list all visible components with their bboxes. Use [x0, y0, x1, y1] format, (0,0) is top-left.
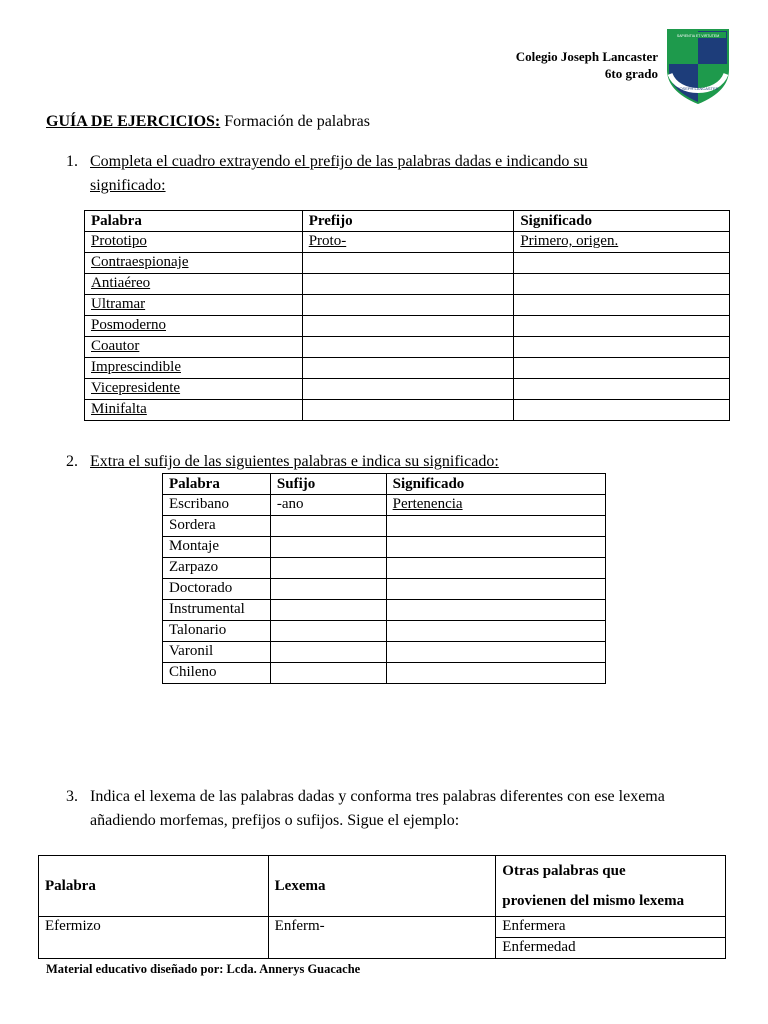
word-cell: Doctorado — [163, 579, 271, 600]
word-cell: Escribano — [163, 495, 271, 516]
prefix-cell — [302, 400, 514, 421]
meaning-cell — [514, 295, 730, 316]
word-cell: Varonil — [163, 642, 271, 663]
prefix-cell — [302, 316, 514, 337]
title-rest: Formación de palabras — [220, 113, 370, 130]
table-row — [85, 232, 730, 253]
table-row — [163, 621, 606, 642]
table-row — [85, 337, 730, 358]
question-1-number: 1. — [66, 153, 78, 170]
table-row — [163, 558, 606, 579]
title-bold: GUÍA DE EJERCICIOS: — [46, 113, 221, 130]
related-word-cell: Enfermera — [496, 917, 726, 938]
school-header — [516, 48, 658, 82]
column-header: Prefijo — [302, 211, 514, 232]
column-header: Significado — [514, 211, 730, 232]
meaning-cell — [386, 621, 605, 642]
column-header: Palabra — [163, 474, 271, 495]
table-row — [85, 253, 730, 274]
suffix-cell — [270, 600, 386, 621]
word-cell: Imprescindible — [85, 358, 303, 379]
word-cell: Efermizo — [39, 917, 269, 959]
suffix-cell — [270, 642, 386, 663]
prefix-cell — [302, 253, 514, 274]
question-3-line1: Indica el lexema de las palabras dadas y conforma tres palabras diferentes con ese lexema — [90, 788, 665, 805]
table-row — [163, 516, 606, 537]
word-cell: Contraespionaje — [85, 253, 303, 274]
question-1 — [66, 150, 706, 200]
svg-text:JOSEPH LANCASTER: JOSEPH LANCASTER — [677, 86, 719, 91]
prefix-table — [84, 210, 730, 421]
column-header: Lexema — [268, 856, 496, 917]
meaning-cell: Primero, origen. — [514, 232, 730, 253]
meaning-cell — [386, 516, 605, 537]
footer-credit: Material educativo diseñado por: Lcda. Annerys Guacache — [46, 962, 361, 976]
meaning-cell — [514, 274, 730, 295]
word-cell: Talonario — [163, 621, 271, 642]
prefix-cell — [302, 379, 514, 400]
table-row — [163, 495, 606, 516]
meaning-cell — [386, 579, 605, 600]
column-header-others — [496, 856, 726, 917]
column-header: Palabra — [85, 211, 303, 232]
table-row — [85, 295, 730, 316]
meaning-cell — [514, 337, 730, 358]
word-cell: Minifalta — [85, 400, 303, 421]
table-header-row — [163, 474, 606, 495]
meaning-cell — [386, 642, 605, 663]
table-row — [39, 917, 726, 938]
grade-label: 6to grado — [604, 66, 658, 81]
meaning-cell: Pertenencia — [386, 495, 605, 516]
suffix-table — [162, 473, 606, 684]
suffix-cell — [270, 663, 386, 684]
meaning-cell — [514, 358, 730, 379]
suffix-cell — [270, 537, 386, 558]
word-cell: Vicepresidente — [85, 379, 303, 400]
question-3-number: 3. — [66, 788, 78, 805]
word-cell: Instrumental — [163, 600, 271, 621]
school-name: Colegio Joseph Lancaster — [515, 49, 658, 64]
meaning-cell — [514, 400, 730, 421]
word-cell: Montaje — [163, 537, 271, 558]
suffix-cell — [270, 579, 386, 600]
question-2-number: 2. — [66, 453, 78, 470]
question-3 — [66, 785, 746, 835]
word-cell: Posmoderno — [85, 316, 303, 337]
svg-text:SAPIENTIA ET VIRTUTEM: SAPIENTIA ET VIRTUTEM — [676, 34, 720, 38]
column-header: Significado — [386, 474, 605, 495]
table-header-row — [39, 856, 726, 917]
prefix-cell — [302, 358, 514, 379]
page-title — [46, 113, 370, 131]
word-cell: Ultramar — [85, 295, 303, 316]
column-header-line2: provienen del mismo lexema — [502, 893, 685, 909]
table-header-row — [85, 211, 730, 232]
suffix-cell: -ano — [270, 495, 386, 516]
table-row — [85, 400, 730, 421]
column-header: Palabra — [39, 856, 269, 917]
prefix-cell — [302, 295, 514, 316]
question-1-line2: significado: — [90, 177, 166, 194]
word-cell: Zarpazo — [163, 558, 271, 579]
meaning-cell — [386, 663, 605, 684]
meaning-cell — [514, 316, 730, 337]
prefix-cell — [302, 337, 514, 358]
prefix-cell: Proto- — [302, 232, 514, 253]
column-header: Sufijo — [270, 474, 386, 495]
related-word-cell: Enfermedad — [496, 938, 726, 959]
meaning-cell — [386, 537, 605, 558]
meaning-cell — [386, 600, 605, 621]
school-crest-logo — [666, 28, 730, 104]
word-cell: Chileno — [163, 663, 271, 684]
meaning-cell — [386, 558, 605, 579]
suffix-cell — [270, 516, 386, 537]
table-row — [85, 274, 730, 295]
meaning-cell — [514, 253, 730, 274]
lexeme-cell: Enferm- — [268, 917, 496, 959]
question-3-line2: añadiendo morfemas, prefijos o sufijos. Sigue el ejemplo: — [90, 812, 460, 829]
table-row — [163, 663, 606, 684]
lexeme-table — [38, 855, 726, 959]
prefix-cell — [302, 274, 514, 295]
suffix-cell — [270, 621, 386, 642]
word-cell: Prototipo — [85, 232, 303, 253]
column-header-line1: Otras palabras que — [502, 863, 626, 879]
table-row — [163, 600, 606, 621]
table-row — [163, 537, 606, 558]
question-1-line1: Completa el cuadro extrayendo el prefijo de las palabras dadas e indicando su — [90, 153, 588, 170]
table-row — [163, 579, 606, 600]
meaning-cell — [514, 379, 730, 400]
word-cell: Antiaéreo — [85, 274, 303, 295]
suffix-cell — [270, 558, 386, 579]
word-cell: Coautor — [85, 337, 303, 358]
word-cell: Sordera — [163, 516, 271, 537]
table-row — [85, 379, 730, 400]
table-row — [85, 316, 730, 337]
table-row — [163, 642, 606, 663]
table-row — [85, 358, 730, 379]
question-2-text: Extra el sufijo de las siguientes palabras e indica su significado: — [90, 453, 499, 470]
